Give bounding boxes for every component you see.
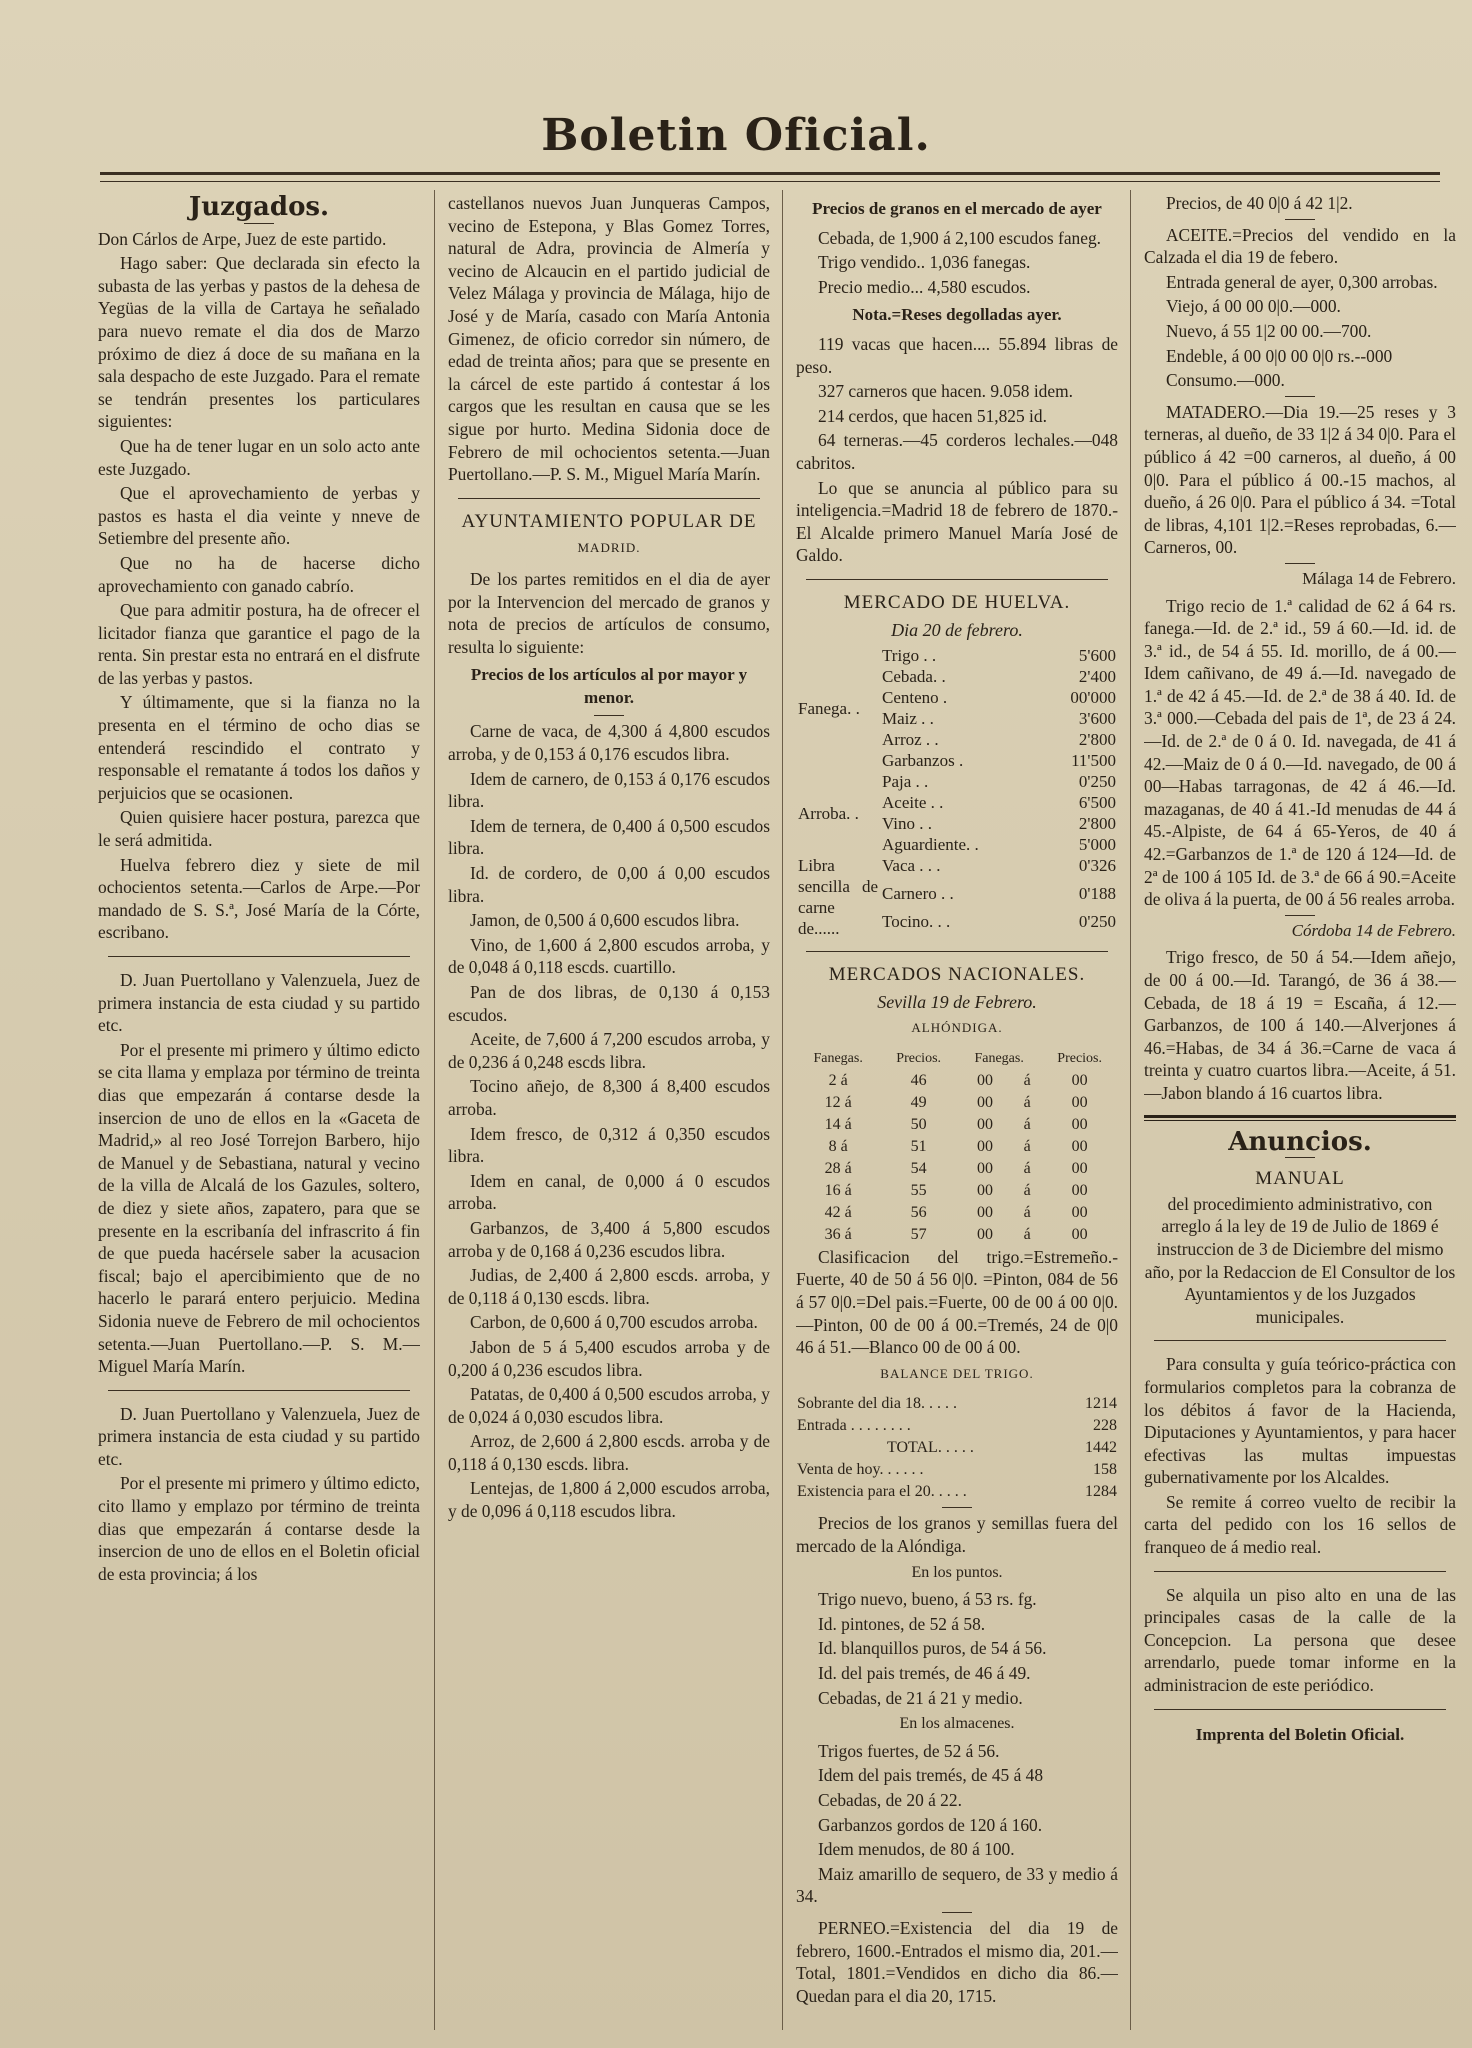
table-cell: 00 <box>1071 1115 1088 1133</box>
table-cell: 57 <box>910 1225 927 1243</box>
paragraph: Id. del pais tremés, de 46 á 49. <box>818 1663 1031 1683</box>
paragraph: Clasificacion del trigo.=Estremeño.-Fuerte, 40 de 50 á 56 0|0. =Pinton, 084 de 56 á 57 0|0.=Del pais.=Fuerte, 00 de 00 á 00 0|0.—Pinton, 00 de 00 á 00.=Tremés, 24 de 0|0 46 á 51.—Blanco 00 de 00 á 00. <box>796 1246 1118 1358</box>
table-cell: Existencia para el 20. . . . . <box>797 1483 967 1501</box>
table-cell: 0'188 <box>1078 884 1116 904</box>
price-item: Jabon de 5 á 5,400 escudos arroba y de 0,200 á 0,236 escudos libra. <box>448 1336 770 1380</box>
table-cell: 00 <box>1071 1225 1088 1243</box>
table-cell: 3'600 <box>1078 709 1116 729</box>
ayuntamiento-heading: AYUNTAMIENTO POPULAR DE <box>461 510 757 532</box>
paragraph: Que no ha de hacerse dicho aprovechamiento con ganado cabrío. <box>98 552 420 596</box>
reses-heading: Nota.=Reses degolladas ayer. <box>852 305 1062 325</box>
price-item: Garbanzos, de 3,400 á 5,800 escudos arroba y de 0,168 á 0,236 escudos libra. <box>448 1217 770 1261</box>
divider <box>806 579 1108 580</box>
table-cell: 1284 <box>1085 1483 1117 1501</box>
table-cell: 00 <box>976 1181 993 1199</box>
table-cell: 36 á <box>824 1225 852 1243</box>
table-cell: 49 <box>910 1093 927 1111</box>
paragraph: Cebadas, de 20 á 22. <box>818 1789 962 1810</box>
price-item: Pan de dos libras, de 0,130 á 0,153 escudos. <box>448 982 770 1025</box>
table-cell: 11'500 <box>1071 751 1116 771</box>
section-heading-juzgados: Juzgados. <box>188 192 330 222</box>
table-cell: 6'500 <box>1078 793 1116 813</box>
paragraph: 119 vacas que hacen.... 55.894 libras de peso. <box>796 333 1118 377</box>
divider <box>1154 1340 1446 1341</box>
table-cell: 51 <box>910 1137 927 1155</box>
table-cell: Tocino. . . <box>882 912 951 932</box>
paragraph: Que ha de tener lugar en un solo acto ante este Juzgado. <box>98 435 420 479</box>
column-4 <box>1144 192 1456 2032</box>
table-cell: 00 <box>1071 1203 1088 1221</box>
table-cell: 55 <box>910 1181 927 1199</box>
paragraph: ACEITE.=Precios del vendido en la Calzada el dia 19 de febero. <box>1144 224 1456 268</box>
balance-heading: BALANCE DEL TRIGO. <box>880 1365 1034 1381</box>
paragraph: Precio medio... 4,580 escudos. <box>818 276 1031 297</box>
table-cell: Entrada . . . . . . . . <box>797 1417 911 1435</box>
huelva-price-table <box>796 645 1118 939</box>
table-cell: 00 <box>1071 1137 1088 1155</box>
price-item: Lentejas, de 1,800 á 2,000 escudos arroba, y de 0,096 á 0,118 escudos libra. <box>448 1478 770 1522</box>
paragraph: De los partes remitidos en el dia de ayer por la Intervencion del mercado de granos y nota de precios de artículos de consumo, resulta lo siguiente: <box>448 568 770 657</box>
paragraph: D. Juan Puertollano y Valenzuela, Juez de primera instancia de esta ciudad y su partido etc. <box>98 1403 420 1469</box>
cordoba-date: Córdoba 14 de Febrero. <box>1291 920 1456 940</box>
paragraph: Trigo vendido.. 1,036 fanegas. <box>818 252 1031 273</box>
table-cell: Cebada. . <box>882 667 946 687</box>
paragraph: Quien quisiere hacer postura, parezca que le será admitida. <box>98 807 420 851</box>
price-item: Jamon, de 0,500 á 0,600 escudos libra. <box>470 910 740 931</box>
price-item: Idem de ternera, de 0,400 á 0,500 escudos libra. <box>448 815 770 859</box>
table-cell: Sobrante del dia 18. . . . . <box>797 1395 957 1413</box>
table-row <box>796 1202 1118 1224</box>
divider <box>244 223 274 224</box>
table-cell: 46 <box>910 1071 927 1089</box>
table-cell: Garbanzos . <box>882 751 964 771</box>
paragraph: Huelva febrero diez y siete de mil ochocientos setenta.—Carlos de Arpe.—Por mandado de S. S.ª, José María de la Córte, escribano. <box>98 854 420 943</box>
price-item: Patatas, de 0,400 á 0,500 escudos arroba, y de 0,024 á 0,030 escudos libra. <box>448 1384 770 1427</box>
group-label: Fanega. . <box>798 698 860 718</box>
paragraph: Y últimamente, que si la fianza no la presenta en el término de ocho dias se entenderá rescindido el contrato y responsable el rematante á todos los daños y perjuicios que se ocasionen. <box>98 692 420 803</box>
paragraph: Trigos fuertes, de 52 á 56. <box>818 1740 1000 1761</box>
paragraph: 327 carneros que hacen. 9.058 idem. <box>818 381 1073 402</box>
table-row <box>796 855 1118 883</box>
precios-heading: Precios de los artículos al por mayor y menor. <box>470 665 748 707</box>
table-cell: 8 á <box>828 1137 848 1155</box>
table-row <box>796 1114 1118 1136</box>
paragraph: Se remite á correo vuelto de recibir la carta del pedido con los 16 sellos de franqueo de á medio real. <box>1144 1491 1456 1558</box>
table-cell: 00 <box>1071 1071 1088 1089</box>
table-cell: 2'800 <box>1078 730 1116 750</box>
table-cell: 0'250 <box>1078 912 1116 932</box>
table-cell: 00 <box>976 1137 993 1155</box>
column-divider <box>434 190 435 2030</box>
subheading: En los almacenes. <box>899 1715 1015 1733</box>
table-cell: á <box>1023 1093 1031 1111</box>
table-header-row <box>796 1048 1118 1070</box>
table-row <box>796 1459 1118 1481</box>
table-cell: TOTAL. . . . . <box>886 1439 974 1457</box>
paragraph: PERNEO.=Existencia del dia 19 de febrero, 1600.-Entrados el mismo dia, 201.—Total, 1801.=Vendidos en dicho dia 86.—Quedan para el dia 20, 1715. <box>796 1917 1118 2006</box>
group-label: Arroba. . <box>798 803 859 823</box>
price-item: Aceite, de 7,600 á 7,200 escudos arroba, y de 0,236 á 0,248 escds libra. <box>448 1029 770 1072</box>
granos-heading: Precios de granos en el mercado de ayer <box>812 199 1102 218</box>
column-divider <box>1130 190 1131 2030</box>
divider <box>108 956 410 957</box>
huelva-date: Dia 20 de febrero. <box>891 619 1023 640</box>
paragraph: Consumo.—000. <box>1166 370 1285 391</box>
table-cell: Carnero . . <box>882 884 954 904</box>
table-row <box>796 1393 1118 1415</box>
table-cell: 228 <box>1093 1417 1117 1435</box>
table-cell: á <box>1023 1115 1031 1133</box>
price-item: Judias, de 2,400 á 2,800 escds. arroba, y de 0,118 á 0,130 escds. libra. <box>448 1265 770 1308</box>
paragraph: Lo que se anuncia al público para su inteligencia.=Madrid 18 de febrero de 1870.-El Alcalde primero Manuel María José de Galdo. <box>796 477 1118 566</box>
table-row <box>796 1180 1118 1202</box>
price-item: Id. de cordero, de 0,00 á 0,00 escudos libra. <box>448 863 770 906</box>
divider <box>594 715 624 716</box>
paragraph: 214 cerdos, que hacen 51,825 id. <box>818 405 1047 426</box>
paragraph: Trigo fresco, de 50 á 54.—Idem añejo, de 00 á 00.—Id. Tarangó, de 36 á 38.—Cebada, de 18 á 19 = Escaña, á 12.—Garbanzos, de 100 á 140.—Alverjones á 46.=Habas, de 34 á 36.=Carne de vaca á treinta y cuatro cuartos libra.—Aceite, á 51.—Jabon blando á 16 cuartos libra. <box>1144 947 1456 1103</box>
paragraph: Maiz amarillo de sequero, de 33 y medio á 34. <box>796 1863 1118 1907</box>
manual-heading: MANUAL <box>1255 1168 1345 1190</box>
paragraph: Cebadas, de 21 á 21 y medio. <box>818 1687 1023 1708</box>
table-cell: 28 á <box>824 1159 852 1177</box>
column-3 <box>796 192 1118 2032</box>
table-cell: 2'800 <box>1078 814 1116 834</box>
paragraph: Don Cárlos de Arpe, Juez de este partido. <box>98 228 387 249</box>
table-row <box>796 1092 1118 1114</box>
paragraph: Cebada, de 1,900 á 2,100 escudos faneg. <box>818 227 1101 248</box>
alhondiga-heading: ALHÓNDIGA. <box>911 1020 1003 1036</box>
paragraph: Idem menudos, de 80 á 100. <box>818 1839 1015 1860</box>
masthead-rule <box>100 172 1440 182</box>
table-cell: 16 á <box>824 1181 852 1199</box>
table-row <box>796 1070 1118 1092</box>
table-cell: 00 <box>976 1093 993 1111</box>
paragraph: Nuevo, á 55 1|2 00 00.—700. <box>1166 320 1372 341</box>
divider <box>806 951 1108 952</box>
table-cell: Aguardiente. . <box>882 835 979 855</box>
paragraph: Id. blanquillos puros, de 54 á 56. <box>818 1638 1047 1659</box>
table-cell: 1442 <box>1085 1439 1117 1457</box>
price-item: Carbon, de 0,600 á 0,700 escudos arroba. <box>470 1312 758 1333</box>
column-header: Precios. <box>1057 1050 1102 1066</box>
table-cell: 12 á <box>824 1093 852 1111</box>
table-cell: 0'326 <box>1078 856 1116 876</box>
table-cell: Vaca . . . <box>882 856 941 876</box>
paragraph: Entrada general de ayer, 0,300 arrobas. <box>1166 271 1438 292</box>
column-header: Fanegas. <box>813 1050 863 1066</box>
paragraph: Idem del pais tremés, de 45 á 48 <box>818 1765 1044 1786</box>
table-cell: 00 <box>976 1203 993 1221</box>
table-row <box>796 1415 1118 1437</box>
table-cell: 00 <box>976 1159 993 1177</box>
table-cell: 50 <box>910 1115 927 1133</box>
column-header: Fanegas. <box>974 1050 1024 1066</box>
ayuntamiento-subheading: MADRID. <box>577 540 641 556</box>
table-cell: Centeno . <box>882 688 948 708</box>
table-cell: Arroz . . <box>882 730 939 750</box>
table-cell: 158 <box>1093 1461 1117 1479</box>
price-item: Idem fresco, de 0,312 á 0,350 escudos libra. <box>448 1123 770 1167</box>
divider <box>1285 915 1315 916</box>
table-cell: Trigo . . <box>882 646 937 666</box>
table-cell: á <box>1023 1181 1031 1199</box>
table-cell: 42 á <box>824 1203 852 1221</box>
divider <box>1154 1571 1446 1572</box>
table-cell: Vino . . <box>882 814 932 834</box>
table-row <box>796 1158 1118 1180</box>
paragraph: castellanos nuevos Juan Junqueras Campos, vecino de Estepona, y Blas Gomez Torres, natural de Adra, provincia de Almería y vecino de Alcaucin en el partido judicial de Velez Málaga y provincia de Málaga, hijo de José y de María, casado con María Antonia Gimenez, de oficio corredor sin número, de edad de treinta años; para que se presente en la cárcel de este partido á contestar á los cargos que les resultan en causa que se les sigue por hurto. Medina Sidonia doce de Febrero de mil ochocientos setenta.—Juan Puertollano.—P. S. M., Miguel María Marín. <box>448 193 770 485</box>
table-row <box>796 1136 1118 1158</box>
paragraph: Hago saber: Que declarada sin efecto la subasta de las yerbas y pastos de la dehesa de Yegüas de la villa de Cartaya he señalado para nuevo remate el dia dos de Marzo próximo de diez á doce de su mañana en la sala despacho de este Juzgado. Para el remate se tendrán presentes los particulares siguientes: <box>98 253 420 432</box>
sevilla-table <box>796 1048 1118 1246</box>
paragraph: MATADERO.—Dia 19.—25 reses y 3 terneras, al dueño, de 33 1|2 á 34 0|0. Para el público á 42 =00 carneros, al dueño, á 00 0|0. Para el público á 00.-15 machos, al dueño, á 26 0|0. Para el público á 34. =Total de libras, 4,101 1|2.=Reses reprobadas, 6.—Carneros, 00. <box>1144 401 1456 558</box>
paragraph: del procedimiento administrativo, con arreglo á la ley de 19 de Julio de 1869 é instruccion de 3 de Diciembre del mismo año, por la Redaccion de El Consultor de los Ayuntamientos y de los Juzgados municipales. <box>1144 1193 1456 1327</box>
paragraph: Endeble, á 00 0|0 00 0|0 rs.--000 <box>1166 345 1393 366</box>
table-cell: 00 <box>1071 1159 1088 1177</box>
imprint: Imprenta del Boletin Oficial. <box>1195 1724 1405 1744</box>
table-cell: 14 á <box>824 1115 852 1133</box>
paragraph: Viejo, á 00 00 0|0.—000. <box>1166 296 1341 317</box>
double-rule <box>1144 1115 1456 1121</box>
table-cell: 0'250 <box>1078 772 1116 792</box>
malaga-date: Málaga 14 de Febrero. <box>1302 568 1456 588</box>
divider <box>942 1912 972 1913</box>
paragraph: Para consulta y guía teórico-práctica con formularios completos para la cobranza de los débitos á favor de la Hacienda, Diputaciones y Ayuntamientos, y para hacer efectivas las multas impuestas gubernativamente por los Alcaldes. <box>1144 1354 1456 1488</box>
column-2 <box>448 192 770 2032</box>
paragraph: Precios, de 40 0|0 á 42 1|2. <box>1166 193 1353 213</box>
column-header: Precios. <box>896 1050 942 1066</box>
table-cell: á <box>1023 1137 1031 1155</box>
paragraph: Por el presente mi primero y último edicto se cita llama y emplaza por término de treinta dias que empezarán á contarse desde la insercion de uno de ellos en la «Gaceta de Madrid,» al reo José Torrejon Barbero, hijo de Manuel y de Sebastiana, natural y vecino de la villa de Alcalá de los Gazules, soltero, de diez y siete años, zapatero, para que se presente en la escribanía del infrascrito á fin de que pueda hacérsele saber la acusacion fiscal; bajo el apercibimiento que de no hacerlo le parará entero perjuicio. Medina Sidonia nueve de Febrero de mil ochocientos setenta.—Juan Puertollano.—P. S. M.—Miguel María Marín. <box>98 1039 420 1377</box>
divider <box>1285 219 1315 220</box>
table-cell: 00 <box>976 1071 993 1089</box>
paragraph: Garbanzos gordos de 120 á 160. <box>818 1814 1043 1835</box>
table-cell: 00 <box>976 1115 993 1133</box>
nacionales-heading: MERCADOS NACIONALES. <box>828 964 1086 986</box>
price-item: Tocino añejo, de 8,300 á 8,400 escudos arroba. <box>448 1076 770 1119</box>
masthead-title: Boletin Oficial. <box>541 110 931 161</box>
table-cell: 00 <box>1071 1093 1088 1111</box>
table-cell: á <box>1023 1225 1031 1243</box>
table-cell: á <box>1023 1203 1031 1221</box>
paragraph: Por el presente mi primero y último edicto, cito llamo y emplazo por término de treinta dias que empezarán á contarse desde la insercion de uno de ellos en el Boletin oficial de esta provincia; á los <box>98 1473 420 1584</box>
table-cell: á <box>1023 1159 1031 1177</box>
table-cell: 1214 <box>1085 1395 1117 1413</box>
table-cell: 5'000 <box>1078 835 1116 855</box>
table-cell: Maiz . . <box>882 709 934 729</box>
table-row <box>796 771 1118 792</box>
huelva-heading: MERCADO DE HUELVA. <box>843 591 1071 613</box>
table-cell: 2 á <box>828 1071 848 1089</box>
table-cell: 00 <box>976 1225 993 1243</box>
table-cell: 00 <box>1071 1181 1088 1199</box>
table-cell: 2'400 <box>1078 667 1116 687</box>
table-row <box>796 1224 1118 1246</box>
table-cell: Aceite . . <box>882 793 944 813</box>
paragraph: Trigo recio de 1.ª calidad de 62 á 64 rs. fanega.—Id. de 2.ª id., 59 á 60.—Id. id. de 3.ª id., de 54 á 55. Id. morillo, de á 00.—Idem cañivano, de 49 á.—Id. navegado de 1.ª de 42 á 45.—Id. de 2.ª de 38 á 40. Id. de 3.ª 000.—Cebada del pais de 1ª, de 23 á 24.—Id. de 2.ª de 0 á 0. Id. navegada, de 41 á 42.—Maiz de 0 á 0.—Id. navegado, de 00 á 00—Habas tarragonas, de 42 á 46.—Id. mazaganas, de 40 á 41.-Id menudas de 44 á 45.-Alpiste, de 64 á 65-Yeros, de 40 á 42.=Garbanzos de 1.ª de 120 á 124—Id. de 2ª de 100 á 105 Id. de 3.ª de 66 á 90.=Aceite de oliva á la puerta, de 00 á 56 reales arroba. <box>1144 595 1456 910</box>
table-cell: 56 <box>910 1203 927 1221</box>
price-item: Idem de carnero, de 0,153 á 0,176 escudos libra. <box>448 768 770 812</box>
paragraph: Precios de los granos y semillas fuera del mercado de la Alóndiga. <box>796 1513 1118 1557</box>
divider <box>1285 396 1315 397</box>
table-cell: 00'000 <box>1070 688 1116 708</box>
price-item: Arroz, de 2,600 á 2,800 escds. arroba y de 0,118 á 0,130 escds. libra. <box>448 1431 770 1474</box>
paragraph: Se alquila un piso alto en una de las principales casas de la calle de la Concepcion. La persona que desee arrendarlo, puede tomar informe en la administracion de este periódico. <box>1144 1584 1456 1696</box>
paragraph: Trigo nuevo, bueno, á 53 rs. fg. <box>818 1589 1037 1610</box>
paragraph: 64 terneras.—45 corderos lechales.—048 cabritos. <box>796 430 1118 473</box>
column-divider <box>782 190 783 2030</box>
price-item: Vino, de 1,600 á 2,800 escudos arroba, y de 0,048 á 0,118 escds. cuartillo. <box>448 934 770 978</box>
divider <box>1285 1157 1315 1158</box>
paragraph: Que para admitir postura, ha de ofrecer el licitador fianza que garantice el pago de la renta. Sin prestar esta no entrará en el disfrute de las yerbas y pastos. <box>98 600 420 688</box>
divider <box>1154 1709 1446 1710</box>
sevilla-date: Sevilla 19 de Febrero. <box>877 991 1037 1012</box>
divider <box>108 1390 410 1391</box>
price-item: Idem en canal, de 0,000 á 0 escudos arroba. <box>448 1170 770 1214</box>
table-cell: 5'600 <box>1078 646 1116 666</box>
divider <box>942 1507 972 1508</box>
group-label: Libra sencilla de carne de...... <box>798 856 878 939</box>
paragraph: Que el aprovechamiento de yerbas y pastos es hasta el dia veinte y nneve de Setiembre del presente año. <box>98 483 420 549</box>
price-item: Carne de vaca, de 4,300 á 4,800 escudos arroba, y de 0,153 á 0,176 escudos libra. <box>448 721 770 765</box>
table-row <box>796 1481 1118 1503</box>
section-heading-anuncios: Anuncios. <box>1228 1126 1372 1157</box>
table-cell: 54 <box>910 1159 927 1177</box>
table-cell: á <box>1023 1071 1031 1089</box>
balance-table <box>796 1393 1118 1503</box>
divider <box>1285 563 1315 564</box>
paragraph: D. Juan Puertollano y Valenzuela, Juez de primera instancia de esta ciudad y su partido etc. <box>98 970 420 1036</box>
table-cell: Venta de hoy. . . . . . <box>797 1461 924 1479</box>
table-row <box>796 1437 1118 1459</box>
table-cell: Paja . . <box>882 772 929 792</box>
divider <box>458 498 760 499</box>
paragraph: Id. pintones, de 52 á 58. <box>818 1613 986 1634</box>
subheading: En los puntos. <box>911 1563 1003 1581</box>
table-row <box>796 645 1118 666</box>
column-1 <box>98 192 420 2032</box>
